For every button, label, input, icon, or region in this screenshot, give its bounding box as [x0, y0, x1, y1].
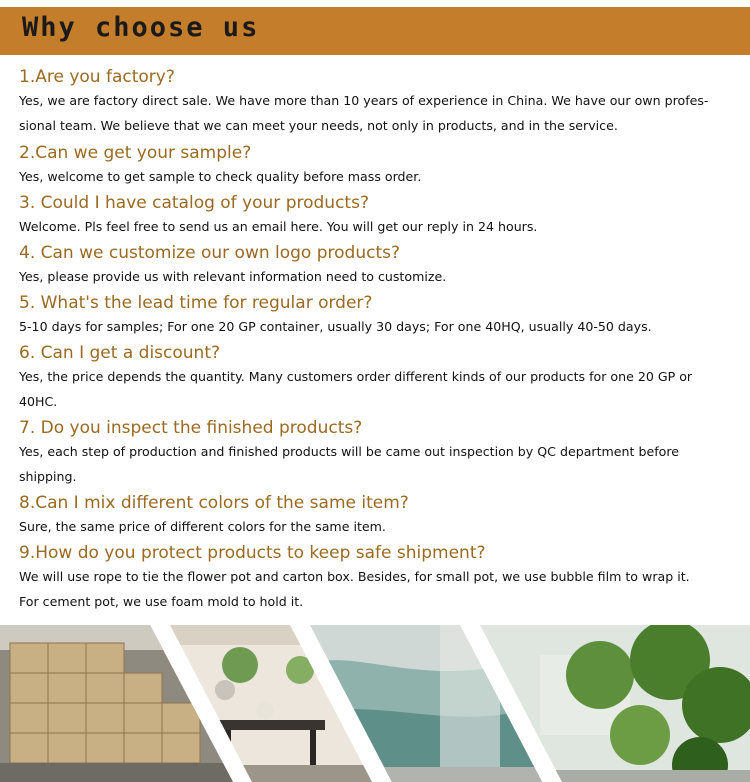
faq-answer-line: Sure, the same price of different colors for the same item.: [19, 519, 386, 534]
faq-question: 6. Can I get a discount?: [19, 343, 221, 363]
faq-answer-line: Yes, welcome to get sample to check quality before mass order.: [19, 169, 422, 184]
faq-answer-line: Welcome. Pls feel free to send us an email here. You will get our reply in 24 hours.: [19, 219, 538, 234]
faq-question: 7. Do you inspect the finished products?: [19, 418, 363, 438]
faq-item-5: [19, 292, 744, 339]
faq-question: 9.How do you protect products to keep safe shipment?: [19, 543, 486, 563]
faq-answer-line: For cement pot, we use foam mold to hold it.: [19, 594, 304, 609]
faq-answer-line: Yes, each step of production and finished products will be came out inspection by QC department before: [19, 444, 679, 459]
faq-answer-line: 5-10 days for samples; For one 20 GP container, usually 30 days; For one 40HQ, usually 40-50 days.: [19, 319, 652, 334]
faq-question: 8.Can I mix different colors of the same item?: [19, 493, 409, 513]
faq-question: 5. What's the lead time for regular order?: [19, 293, 373, 313]
page-title: Why choose us: [22, 12, 260, 43]
faq-item-7: [19, 417, 744, 489]
faq-question: 2.Can we get your sample?: [19, 143, 252, 163]
faq-answer-line: sional team. We believe that we can meet your needs, not only in products, and in the service.: [19, 118, 618, 133]
faq-answer-line: We will use rope to tie the flower pot and carton box. Besides, for small pot, we use bubble film to wrap it.: [19, 569, 690, 584]
faq-item-4: [19, 242, 744, 289]
faq-answer-line: shipping.: [19, 469, 77, 484]
faq-answer-line: Yes, please provide us with relevant information need to customize.: [19, 269, 447, 284]
faq-item-3: [19, 192, 744, 239]
factory-photo-strip: [0, 625, 750, 782]
faq-question: 1.Are you factory?: [19, 67, 175, 87]
faq-answer-line: Yes, we are factory direct sale. We have more than 10 years of experience in China. We have our own profes-: [19, 93, 709, 108]
faq-item-9: [19, 542, 744, 614]
faq-item-1: [19, 66, 744, 138]
header-banner: [0, 7, 750, 55]
faq-question: 3. Could I have catalog of your products?: [19, 193, 369, 213]
faq-answer-line: 40HC.: [19, 394, 58, 409]
faq-answer-line: Yes, the price depends the quantity. Many customers order different kinds of our products for one 20 GP or: [19, 369, 693, 384]
faq-item-6: [19, 342, 744, 414]
faq-item-2: [19, 142, 744, 189]
faq-question: 4. Can we customize our own logo products?: [19, 243, 401, 263]
faq-item-8: [19, 492, 744, 539]
